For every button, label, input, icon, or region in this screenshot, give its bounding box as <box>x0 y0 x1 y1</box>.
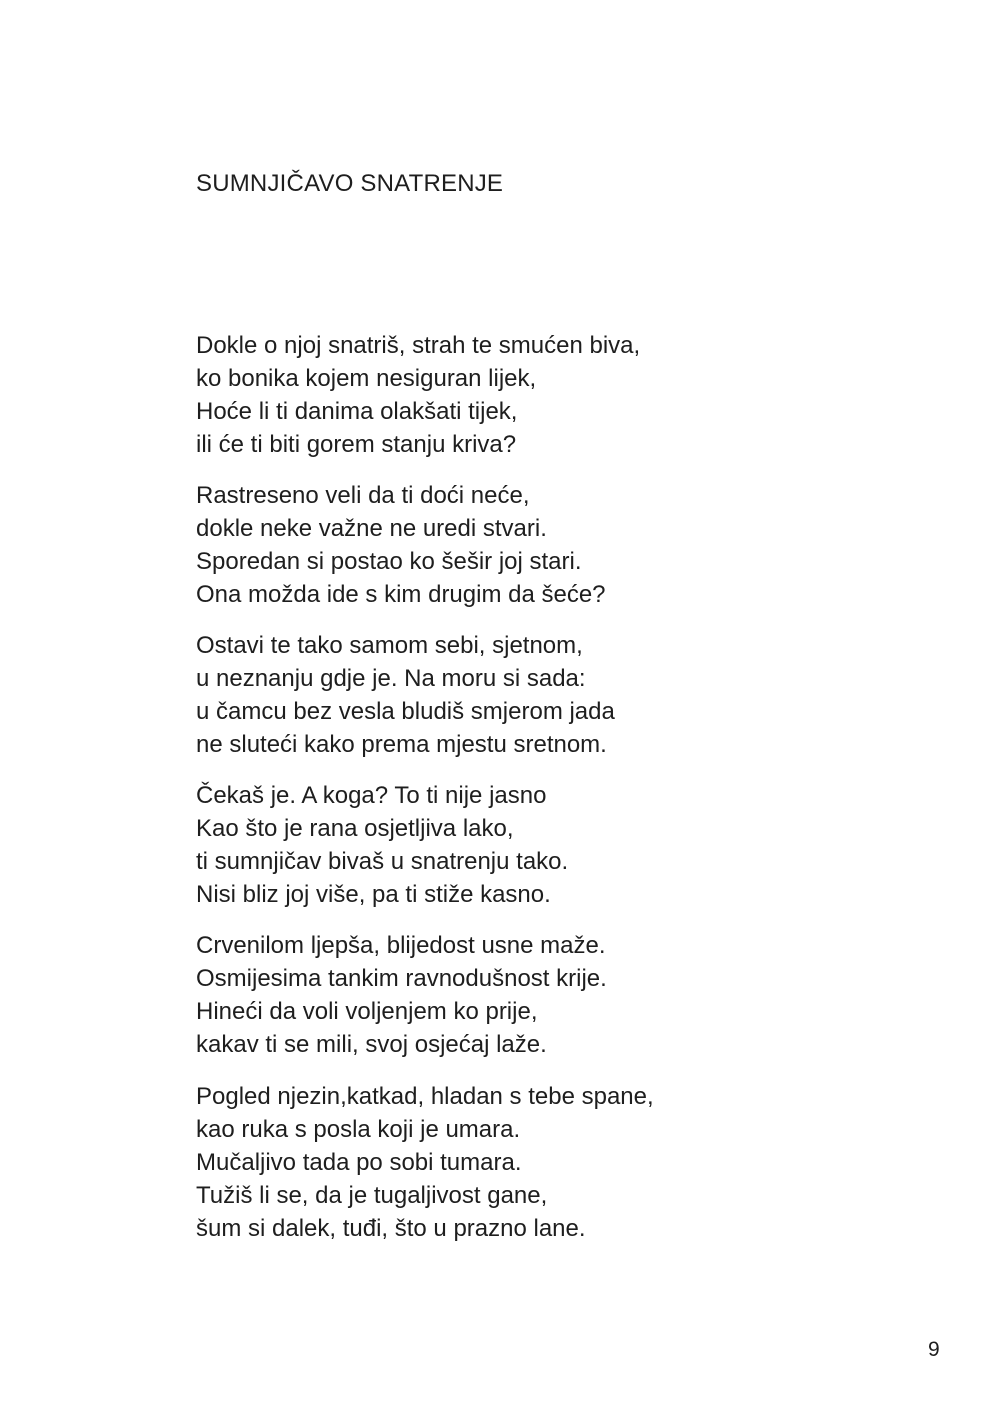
poem-line: u neznanju gdje je. Na moru si sada: <box>196 665 586 692</box>
poem-line: u čamcu bez vesla bludiš smjerom jada <box>196 698 615 725</box>
poem-line: kao ruka s posla koji je umara. <box>196 1116 521 1143</box>
poem-line: kakav ti se mili, svoj osjećaj laže. <box>196 1031 547 1058</box>
poem-line: ili će ti biti gorem stanju kriva? <box>196 431 517 458</box>
poem-line: Ona možda ide s kim drugim da šeće? <box>196 581 606 608</box>
poem-line: Sporedan si postao ko šešir joj stari. <box>196 548 582 575</box>
poem-line: šum si dalek, tuđi, što u prazno lane. <box>196 1215 586 1242</box>
poem-line: Hoće li ti danima olakšati tijek, <box>196 398 518 425</box>
page-number: 9 <box>928 1338 940 1361</box>
poem-line: Hineći da voli voljenjem ko prije, <box>196 998 538 1025</box>
poem-line: Rastreseno veli da ti doći neće, <box>196 482 530 509</box>
poem-line: Čekaš je. A koga? To ti nije jasno <box>196 782 547 809</box>
poem-line: ne sluteći kako prema mjestu sretnom. <box>196 731 607 758</box>
stanza <box>196 479 836 611</box>
poem-line: dokle neke važne ne uredi stvari. <box>196 515 547 542</box>
poem-line: Pogled njezin,katkad, hladan s tebe spane, <box>196 1083 654 1110</box>
stanza <box>196 629 836 761</box>
stanza <box>196 1080 836 1245</box>
stanza <box>196 929 836 1061</box>
poem-line: Kao što je rana osjetljiva lako, <box>196 815 514 842</box>
poem-line: Tužiš li se, da je tugaljivost gane, <box>196 1182 548 1209</box>
poem-line: ko bonika kojem nesiguran lijek, <box>196 365 537 392</box>
poem-line: Crvenilom ljepša, blijedost usne maže. <box>196 932 606 959</box>
poem-line: Osmijesima tankim ravnodušnost krije. <box>196 965 607 992</box>
stanza <box>196 779 836 911</box>
poem-body <box>196 329 836 1263</box>
poem-line: ti sumnjičav bivaš u snatrenju tako. <box>196 848 569 875</box>
poem-line: Dokle o njoj snatriš, strah te smućen biva, <box>196 332 641 359</box>
stanza <box>196 329 836 461</box>
poem-title: SUMNJIČAVO SNATRENJE <box>196 170 504 197</box>
poem-line: Ostavi te tako samom sebi, sjetnom, <box>196 632 583 659</box>
poem-line: Mučaljivo tada po sobi tumara. <box>196 1149 522 1176</box>
poem-line: Nisi bliz joj više, pa ti stiže kasno. <box>196 881 551 908</box>
